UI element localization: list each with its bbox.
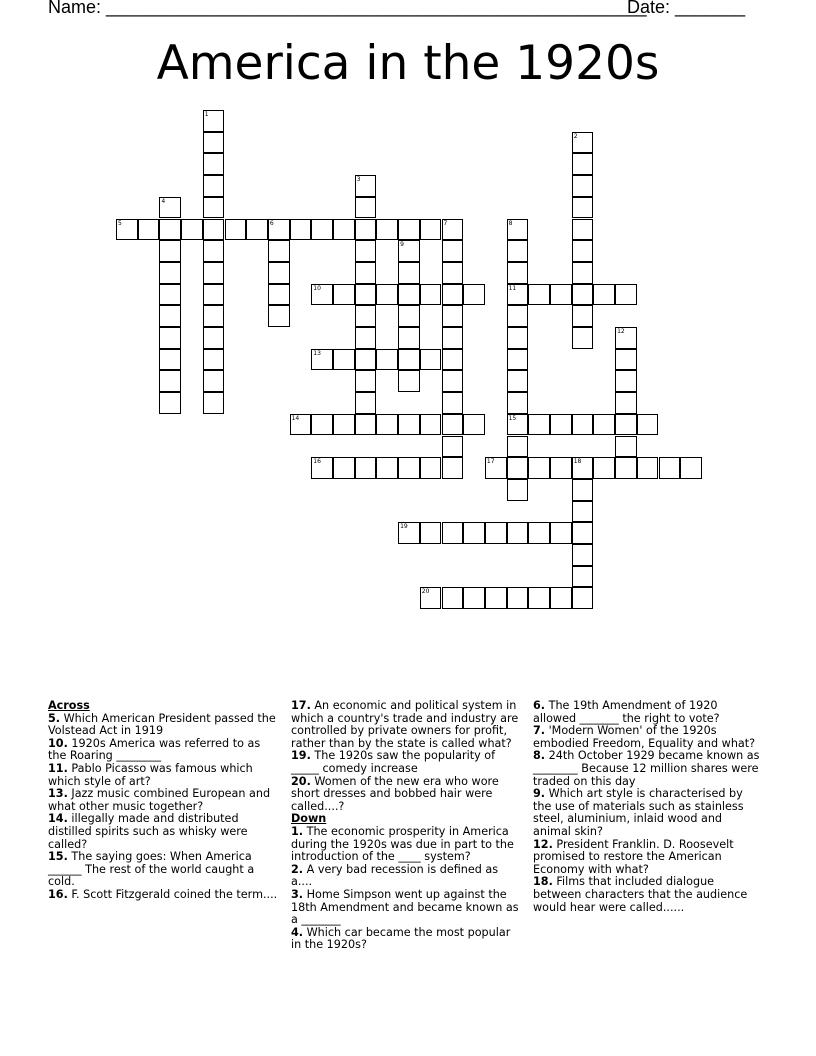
- crossword-cell[interactable]: [355, 327, 377, 349]
- crossword-cell[interactable]: [159, 240, 181, 262]
- crossword-cell[interactable]: [442, 240, 464, 262]
- crossword-cell[interactable]: [355, 457, 377, 479]
- crossword-cell[interactable]: [615, 327, 637, 349]
- crossword-cell[interactable]: [485, 522, 507, 544]
- crossword-cell[interactable]: [203, 175, 225, 197]
- crossword-cell[interactable]: [659, 457, 681, 479]
- crossword-cell[interactable]: [615, 457, 637, 479]
- crossword-cell[interactable]: [463, 284, 485, 306]
- crossword-cell[interactable]: [311, 284, 333, 306]
- crossword-cell[interactable]: [203, 197, 225, 219]
- crossword-cell[interactable]: [376, 219, 398, 241]
- crossword-cell[interactable]: [528, 284, 550, 306]
- crossword-cell[interactable]: [398, 414, 420, 436]
- clue-number-6: 6: [269, 219, 274, 227]
- crossword-cell[interactable]: [572, 479, 594, 501]
- clue-across-19: 19. The 1920s saw the popularity of _____ comedy increase: [291, 749, 496, 775]
- crossword-cell[interactable]: [159, 197, 181, 219]
- crossword-cell[interactable]: [355, 349, 377, 371]
- crossword-cell[interactable]: [615, 392, 637, 414]
- crossword-cell[interactable]: [311, 457, 333, 479]
- crossword-cell[interactable]: [159, 284, 181, 306]
- crossword-cell[interactable]: [572, 414, 594, 436]
- clue-number-8: 8: [508, 219, 513, 227]
- crossword-cell[interactable]: [203, 153, 225, 175]
- crossword-cell[interactable]: [442, 349, 464, 371]
- clue-across-14: 14. illegally made and distributed distilled spirits such as whisky were called?: [48, 812, 248, 851]
- crossword-cell[interactable]: [572, 197, 594, 219]
- crossword-cell[interactable]: [507, 240, 529, 262]
- crossword-cell[interactable]: [572, 175, 594, 197]
- crossword-cell[interactable]: [290, 414, 312, 436]
- crossword-cell[interactable]: [572, 153, 594, 175]
- clue-number-1: 1: [204, 111, 209, 118]
- crossword-cell[interactable]: [615, 370, 637, 392]
- crossword-cell[interactable]: [572, 522, 594, 544]
- clue-across-10: 10. 1920s America was referred to as the Roaring ________: [48, 736, 261, 763]
- crossword-cell[interactable]: [572, 544, 594, 566]
- clue-down-6: 6. The 19th Amendment of 1920 allowed _______ the right to vote?: [533, 699, 720, 725]
- clue-number-16: 16: [313, 458, 321, 466]
- crossword-cell[interactable]: [550, 414, 572, 436]
- crossword-cell[interactable]: [203, 370, 225, 392]
- crossword-cell[interactable]: [485, 587, 507, 609]
- crossword-cell[interactable]: [355, 219, 377, 241]
- crossword-cell[interactable]: [442, 436, 464, 458]
- clue-down-2: 2. A very bad recession is defined as a....: [291, 862, 499, 889]
- crossword-cell[interactable]: [159, 392, 181, 414]
- clue-number-13: 13: [313, 349, 321, 357]
- crossword-cell[interactable]: [268, 284, 290, 306]
- crossword-cell[interactable]: [572, 305, 594, 327]
- crossword-cell[interactable]: [159, 327, 181, 349]
- clue-down-18: 18. Films that included dialogue between characters that the audience would hear were called......: [533, 875, 748, 914]
- crossword-cell[interactable]: [550, 457, 572, 479]
- crossword-cell[interactable]: [572, 219, 594, 241]
- crossword-cell[interactable]: [355, 240, 377, 262]
- clue-number-14: 14: [291, 414, 300, 422]
- crossword-cell[interactable]: [203, 392, 225, 414]
- crossword-cell[interactable]: [442, 457, 464, 479]
- crossword-cell[interactable]: [159, 262, 181, 284]
- crossword-cell[interactable]: [528, 522, 550, 544]
- crossword-cell[interactable]: [572, 284, 594, 306]
- crossword-cell[interactable]: [138, 219, 160, 241]
- crossword-cell[interactable]: [355, 370, 377, 392]
- clue-number-3: 3: [356, 176, 361, 184]
- crossword-cell[interactable]: [507, 370, 529, 392]
- crossword-cell[interactable]: [420, 587, 442, 609]
- crossword-cell[interactable]: [355, 197, 377, 219]
- crossword-cell[interactable]: [355, 262, 377, 284]
- clue-number-4: 4: [161, 197, 166, 205]
- crossword-cell[interactable]: [290, 219, 312, 241]
- crossword-cell[interactable]: [420, 219, 442, 241]
- crossword-cell[interactable]: [398, 327, 420, 349]
- crossword-cell[interactable]: [572, 132, 594, 154]
- crossword-cell[interactable]: [225, 219, 247, 241]
- crossword-cell[interactable]: [442, 392, 464, 414]
- crossword-cell[interactable]: [420, 284, 442, 306]
- crossword-cell[interactable]: [333, 414, 355, 436]
- crossword-cell[interactable]: [159, 349, 181, 371]
- clue-down-3: 3. Home Simpson went up against the 18th Amendment and became known as a _______: [291, 887, 519, 927]
- crossword-cell[interactable]: [420, 414, 442, 436]
- crossword-cell[interactable]: [203, 132, 225, 154]
- crossword-cell[interactable]: [203, 110, 225, 132]
- crossword-cell[interactable]: [572, 566, 594, 588]
- crossword-cell[interactable]: [203, 349, 225, 371]
- crossword-cell[interactable]: [311, 219, 333, 241]
- crossword-cell[interactable]: [398, 522, 420, 544]
- crossword-cell[interactable]: [572, 587, 594, 609]
- crossword-cell[interactable]: [507, 262, 529, 284]
- crossword-cell[interactable]: [159, 370, 181, 392]
- crossword-cell[interactable]: [246, 219, 268, 241]
- crossword-cell[interactable]: [398, 305, 420, 327]
- clue-across-15: 15. The saying goes: When America ______ The rest of the world caught a cold.: [48, 850, 255, 889]
- clues-column-2: [291, 700, 521, 952]
- crossword-cell[interactable]: [181, 219, 203, 241]
- crossword-cell[interactable]: [572, 262, 594, 284]
- clue-down-1: 1. The economic prosperity in America during the 1920s was due in part to the introduction of the ____ system?: [291, 824, 514, 864]
- crossword-cell[interactable]: [485, 457, 507, 479]
- crossword-cell[interactable]: [680, 457, 702, 479]
- crossword-cell[interactable]: [398, 240, 420, 262]
- clue-number-12: 12: [617, 328, 625, 335]
- clue-number-15: 15: [508, 414, 517, 422]
- crossword-cell[interactable]: [593, 457, 615, 479]
- crossword-cell[interactable]: [463, 522, 485, 544]
- clues-column-3: [533, 700, 763, 914]
- crossword-cell[interactable]: [637, 457, 659, 479]
- crossword-cell[interactable]: [159, 305, 181, 327]
- crossword-cell[interactable]: [550, 284, 572, 306]
- page-title: America in the 1920s: [156, 36, 660, 91]
- crossword-cell[interactable]: [159, 219, 181, 241]
- crossword-cell[interactable]: [507, 284, 529, 306]
- crossword-cell[interactable]: [507, 436, 529, 458]
- crossword-cell[interactable]: [116, 219, 138, 241]
- crossword-cell[interactable]: [333, 349, 355, 371]
- crossword-cell[interactable]: [420, 457, 442, 479]
- name-field-label[interactable]: Name: ______________________________________________________: [48, 0, 647, 17]
- clue-across-13: 13. Jazz music combined European and what other music together?: [48, 787, 271, 813]
- clue-across-11: 11. Pablo Picasso was famous which which style of art?: [48, 761, 253, 788]
- crossword-cell[interactable]: [528, 457, 550, 479]
- clue-number-11: 11: [508, 284, 517, 292]
- clue-down-12: 12. President Franklin. D. Roosevelt promised to restore the American Economy with what?: [533, 837, 734, 876]
- crossword-cell[interactable]: [355, 305, 377, 327]
- crossword-cell[interactable]: [203, 284, 225, 306]
- clue-number-17: 17: [486, 458, 495, 466]
- crossword-cell[interactable]: [572, 327, 594, 349]
- crossword-cell[interactable]: [376, 457, 398, 479]
- crossword-cell[interactable]: [507, 219, 529, 241]
- crossword-cell[interactable]: [507, 305, 529, 327]
- crossword-cell[interactable]: [615, 414, 637, 436]
- crossword-cell[interactable]: [442, 284, 464, 306]
- crossword-cell[interactable]: [398, 284, 420, 306]
- crossword-cell[interactable]: [398, 219, 420, 241]
- crossword-cell[interactable]: [268, 240, 290, 262]
- crossword-cell[interactable]: [528, 587, 550, 609]
- clues-column-1: [48, 700, 278, 902]
- clue-number-9: 9: [400, 241, 404, 249]
- crossword-cell[interactable]: [593, 414, 615, 436]
- crossword-cell[interactable]: [333, 457, 355, 479]
- crossword-cell[interactable]: [572, 457, 594, 479]
- crossword-cell[interactable]: [442, 522, 464, 544]
- crossword-cell[interactable]: [463, 587, 485, 609]
- crossword-cell[interactable]: [507, 587, 529, 609]
- crossword-cell[interactable]: [615, 284, 637, 306]
- clue-number-10: 10: [313, 284, 321, 292]
- crossword-cell[interactable]: [615, 349, 637, 371]
- crossword-cell[interactable]: [507, 414, 529, 436]
- crossword-cell[interactable]: [442, 414, 464, 436]
- clue-number-20: 20: [421, 588, 430, 596]
- crossword-cell[interactable]: [528, 414, 550, 436]
- crossword-cell[interactable]: [507, 457, 529, 479]
- clue-across-5: 5. Which American President passed the Volstead Act in 1919: [48, 711, 276, 738]
- across-heading: Across: [48, 699, 90, 712]
- crossword-cell[interactable]: [442, 370, 464, 392]
- crossword-cell[interactable]: [311, 349, 333, 371]
- crossword-cell[interactable]: [376, 284, 398, 306]
- down-heading: Down: [291, 812, 327, 826]
- crossword-cell[interactable]: [507, 522, 529, 544]
- crossword-cell[interactable]: [507, 327, 529, 349]
- crossword-cell[interactable]: [615, 436, 637, 458]
- crossword-cell[interactable]: [507, 392, 529, 414]
- clue-across-16: 16. F. Scott Fitzgerald coined the term....: [48, 887, 278, 901]
- crossword-cell[interactable]: [268, 305, 290, 327]
- crossword-cell[interactable]: [355, 175, 377, 197]
- crossword-cell[interactable]: [376, 414, 398, 436]
- clue-number-5: 5: [118, 219, 122, 227]
- crossword-cell[interactable]: [442, 327, 464, 349]
- crossword-cell[interactable]: [203, 240, 225, 262]
- across-clues-part1: [48, 713, 278, 902]
- crossword-cell[interactable]: [203, 219, 225, 241]
- crossword-cell[interactable]: [355, 284, 377, 306]
- crossword-cell[interactable]: [572, 501, 594, 523]
- crossword-cell[interactable]: [442, 305, 464, 327]
- crossword-cell[interactable]: [507, 349, 529, 371]
- crossword-cell[interactable]: [398, 457, 420, 479]
- crossword-cell[interactable]: [398, 370, 420, 392]
- crossword-cell[interactable]: [572, 240, 594, 262]
- crossword-cell[interactable]: [398, 262, 420, 284]
- clue-down-4: 4. Which car became the most popular in the 1920s?: [291, 925, 511, 952]
- crossword-cell[interactable]: [442, 262, 464, 284]
- clue-down-9: 9. Which art style is characterised by the use of materials such as stainless steel, aluminium, inlaid wood and animal skin?: [533, 787, 744, 838]
- crossword-cell[interactable]: [333, 284, 355, 306]
- crossword-cell[interactable]: [398, 349, 420, 371]
- crossword-cell[interactable]: [637, 414, 659, 436]
- crossword-cell[interactable]: [507, 479, 529, 501]
- crossword-cell[interactable]: [420, 522, 442, 544]
- crossword-cell[interactable]: [376, 349, 398, 371]
- crossword-cell[interactable]: [203, 305, 225, 327]
- clue-down-8: 8. 24th October 1929 became known as ________ Because 12 million shares were traded on this day: [533, 749, 760, 788]
- clue-across-20: 20. Women of the new era who wore short dresses and bobbed hair were called....?: [291, 774, 499, 813]
- date-field-label[interactable]: Date: _______: [627, 0, 746, 17]
- crossword-cell[interactable]: [593, 284, 615, 306]
- crossword-cell[interactable]: [550, 587, 572, 609]
- crossword-cell[interactable]: [463, 414, 485, 436]
- crossword-cell[interactable]: [311, 414, 333, 436]
- clue-across-17: 17. An economic and political system in which a country's trade and industry are controlled by private owners for profit, rather than by the state is called what?: [291, 699, 519, 750]
- crossword-cell[interactable]: [442, 587, 464, 609]
- crossword-cell[interactable]: [550, 522, 572, 544]
- crossword-cell[interactable]: [268, 262, 290, 284]
- clue-number-19: 19: [400, 523, 408, 531]
- crossword-cell[interactable]: [268, 219, 290, 241]
- clue-down-7: 7. 'Modern Women' of the 1920s embodied Freedom, Equality and what?: [533, 724, 756, 750]
- crossword-cell[interactable]: [203, 327, 225, 349]
- crossword-cell[interactable]: [355, 414, 377, 436]
- clue-number-7: 7: [443, 219, 448, 227]
- crossword-cell[interactable]: [442, 219, 464, 241]
- crossword-cell[interactable]: [420, 349, 442, 371]
- crossword-cell[interactable]: [355, 392, 377, 414]
- clue-number-2: 2: [573, 132, 578, 140]
- clue-number-18: 18: [573, 458, 582, 466]
- crossword-cell[interactable]: [333, 219, 355, 241]
- crossword-cell[interactable]: [203, 262, 225, 284]
